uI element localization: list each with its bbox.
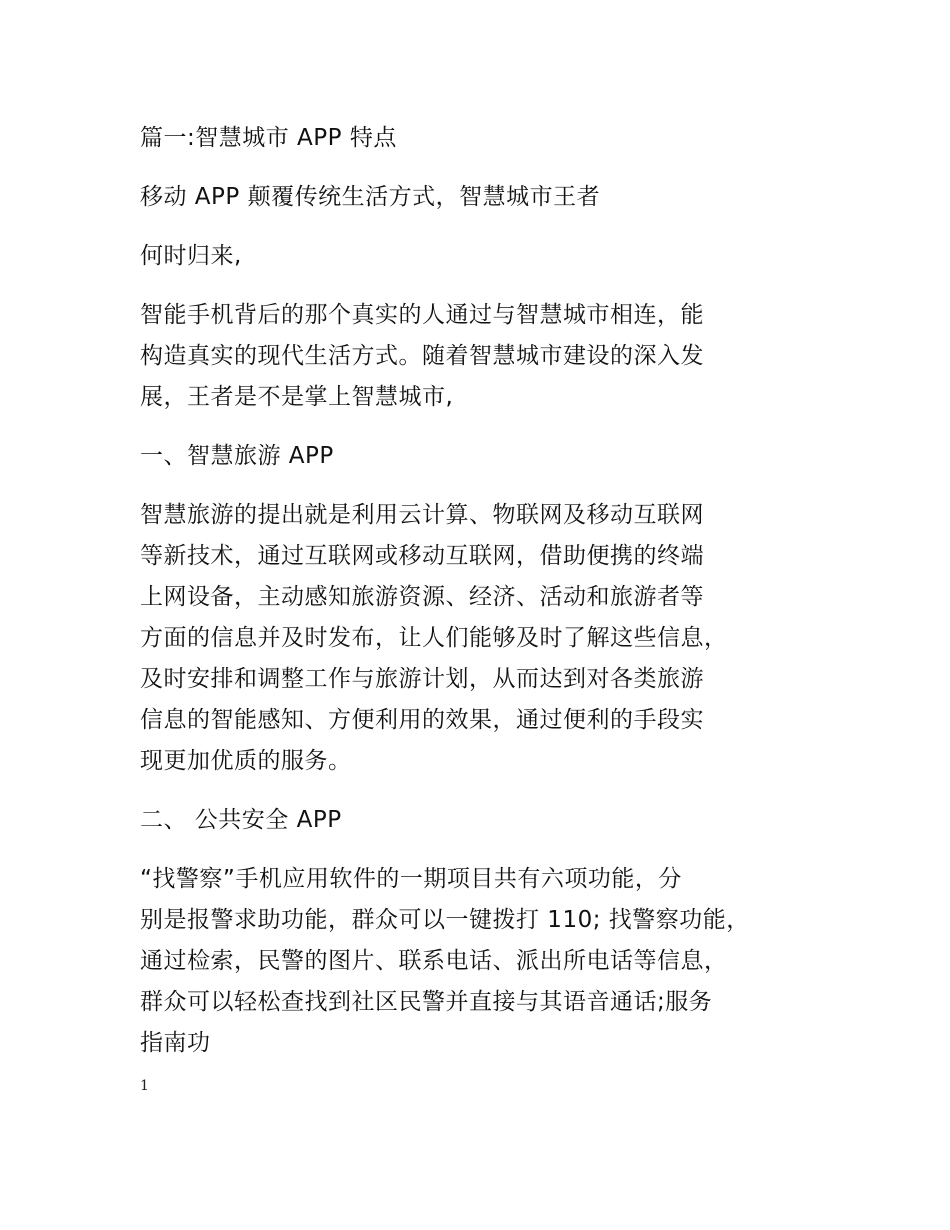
text-line: 篇一:智慧城市 APP 特点: [140, 125, 397, 151]
subtitle: [140, 177, 840, 218]
public-safety-paragraph: [140, 859, 840, 1064]
text-line: 信息的智能感知、方便利用的效果，通过便利的手段实: [140, 707, 704, 733]
text-line: 一、智慧旅游 APP: [140, 443, 334, 469]
heading-public-safety: [140, 800, 840, 841]
text-line: 等新技术，通过互联网或移动互联网，借助便携的终端: [140, 543, 704, 569]
text-line: 智能手机背后的那个真实的人通过与智慧城市相连，能: [140, 302, 704, 328]
heading-smart-tourism: [140, 436, 840, 477]
text-line: 展，王者是不是掌上智慧城市,: [140, 384, 454, 410]
text-line: 移动 APP 颠覆传统生活方式，智慧城市王者: [140, 184, 601, 210]
intro-paragraph: [140, 295, 840, 418]
text-line: 指南功: [140, 1030, 211, 1056]
section-title: [140, 118, 840, 159]
text-line: 二、 公共安全 APP: [140, 807, 342, 833]
tourism-paragraph: [140, 495, 840, 782]
text-line: 上网设备，主动感知旅游资源、经济、活动和旅游者等: [140, 584, 704, 610]
subtitle-continued: [140, 236, 840, 277]
document-body: [140, 118, 840, 1064]
text-line: “找警察”手机应用软件的一期项目共有六项功能，分: [140, 866, 682, 892]
text-line: 现更加优质的服务。: [140, 748, 352, 774]
text-line: 智慧旅游的提出就是利用云计算、物联网及移动互联网: [140, 502, 704, 528]
text-line: 通过检索，民警的图片、联系电话、派出所电话等信息，: [140, 948, 728, 974]
text-line: 别是报警求助功能，群众可以一键拨打 110; 找警察功能，: [140, 907, 750, 933]
text-line: 及时安排和调整工作与旅游计划，从而达到对各类旅游: [140, 666, 704, 692]
text-line: 何时归来,: [140, 243, 242, 269]
text-line: 群众可以轻松查找到社区民警并直接与其语音通话;服务: [140, 989, 713, 1015]
text-line: 构造真实的现代生活方式。随着智慧城市建设的深入发: [140, 343, 704, 369]
text-line: 方面的信息并及时发布，让人们能够及时了解这些信息，: [140, 625, 728, 651]
page-number: 1: [140, 1078, 149, 1094]
